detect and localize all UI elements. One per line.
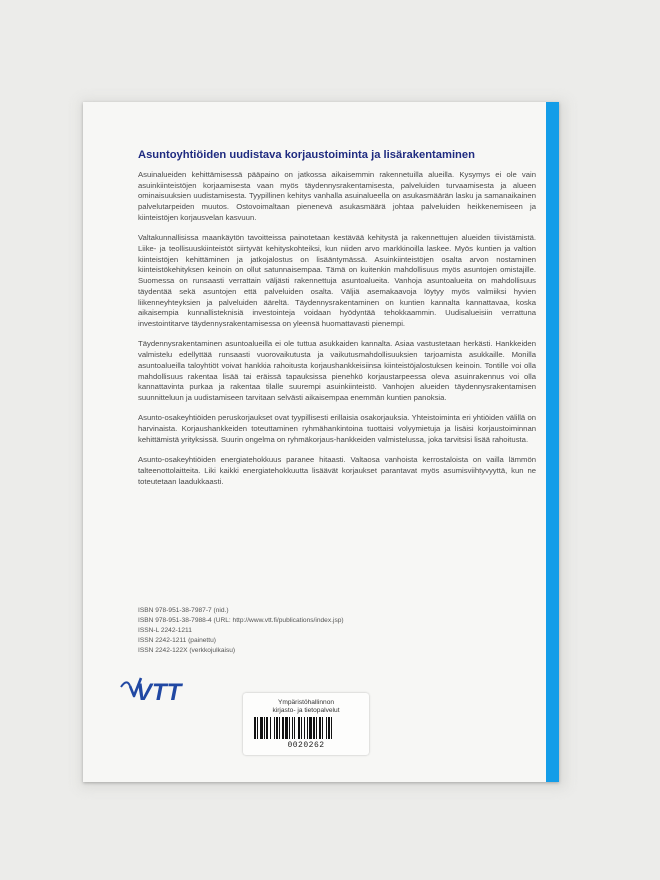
isbn-line: ISSN 2242-122X (verkkojulkaisu) bbox=[138, 646, 236, 654]
cover-body-text bbox=[138, 170, 536, 497]
paragraph-3: Täydennysrakentaminen asuntoalueilla ei ole tuttua asukkaiden kannalta. Asiaa vastustetaan herkästi. Hankkeiden valmistelu edellyttää runsaasti vuorovaikutusta ja vaikutusmahdollisuuksien tarjoamista asukkaille. Monilla asuntoalueilla taloyhtiöt voivat hankkia rahoitusta korjaushankkeisiinsa kiinteistöjalostuksen keinoin. Tontille voi olla mahdollisuus rakentaa lisää tai eräissä tapauksissa pienehkö korjaustarpeessa oleva asuinrakennus voi olla kannattavinta purkaa ja rakentaa tilalle suurempi asuinkiinteistö. Vanhojen alueiden täydennysrakentamisen suunnitteluun ja uudistamiseen tarvitaan selvästi aikaisempaa enemmän kuntien panoksia. bbox=[138, 339, 536, 402]
isbn-line: ISBN 978-951-38-7987-7 (nid.) bbox=[138, 607, 229, 614]
isbn-line: ISBN 978-951-38-7988-4 (URL: http://www.vtt.fi/publications/index.jsp) bbox=[138, 616, 344, 624]
barcode-icon bbox=[254, 717, 358, 739]
vtt-logo-text: VTT bbox=[136, 679, 182, 706]
sticker-line-1: Ympäristöhallinnon bbox=[277, 699, 335, 706]
isbn-line: ISSN-L 2242-1211 bbox=[138, 626, 192, 634]
isbn-line: ISSN 2242-1211 (painettu) bbox=[138, 636, 216, 644]
paragraph-4: Asunto-osakeyhtiöiden peruskorjaukset ovat tyypillisesti erillaisia osakorjauksia. Yhteistoiminta eri yhtiöiden välillä on harvinaista. Korjaushankkeiden toteuttaminen ryhmähankintoina tuottaisi volyymietuja ja lisäisi korjaustoiminnan kehittämistä yrityksissä. Suurin ongelma on ryhmäkorjaus-hankkeiden valmistelussa, joka tarvitsisi lisää rahoitusta. bbox=[138, 413, 536, 444]
library-sticker bbox=[243, 693, 369, 755]
isbn-block bbox=[138, 606, 438, 656]
blue-edge-stripe bbox=[546, 102, 559, 782]
paragraph-5: Asunto-osakeyhtiöiden energiatehokkuus paranee hitaasti. Valtaosa vanhoista kerrostaloista on vailla lämmön talteenottolaitteita. Liki kaikki energiatehokkuutta lisäävät korjaukset parantavat myös asumisviihtyvyyttä, kun ne toteutetaan laadukkaasti. bbox=[138, 455, 536, 486]
sticker-line-2: kirjasto- ja tietopalvelut bbox=[272, 707, 340, 714]
book-back-cover bbox=[83, 102, 559, 782]
vtt-logo-icon bbox=[119, 673, 199, 707]
paragraph-1: Asuinalueiden kehittämisessä pääpaino on jatkossa aikaisemmin rakennetuilla alueilla. Kysymys ei ole vain asuinkiinteistöjen korjaamisesta vaan myös täydennysrakentamisesta, palveluiden turvaamisesta ja alueen ominaisuuksien uudistamisesta. Tyypillinen kehitys vanhalla asuinalueella on asukasmäärän lasku ja samanaikainen palvelutarpeiden muutos. Ostovoimaltaan pienenevä asukasmäärä johtaa palveluiden heikkenemiseen ja kiinteistöjen korjausvelan kasvuun. bbox=[138, 170, 536, 222]
cover-title: Asuntoyhtiöiden uudistava korjaustoiminta ja lisärakentaminen bbox=[138, 149, 475, 161]
paragraph-2: Valtakunnallisissa maankäytön tavoitteissa painotetaan kestävää kehitystä ja rakennettujen alueiden tiivistämistä. Liike- ja teollisuuskiinteistöt siirtyvät kehityskohteiksi, kun niiden arvo markkinoilla laskee. Myös kuntien ja valtion kiinteistöjen kehittäminen ja jatkojalostus on lisääntymässä. Asuinkiinteistöjen osalta arvon nostaminen kiinteistökehityksen keinoin on ollut satunnaisempaa. Tämä on kuitenkin mahdollisuus myös asuntojen omistajille. Suomessa on runsaasti verrattain väljästi rakennettuja asuntoalueita. Vanhoja asuntoalueita on mahdollisuus täydentää sekä asuntojen että palveluiden osalta. Väljiä asemakaavoja löytyy myös valmiiksi hyvien liikenneyhteyksien ja palveluiden ääreltä. Täydennysrakentaminen on kuntien kannalta kannattavaa, koska aikaisempia kunnallisteknisiä investointeja voidaan hyödyntää tehokkaammin. Uudisalueisiin verrattuna investointitarve täydennysrakentamisessa on yleensä huomattavasti pienempi. bbox=[138, 233, 536, 328]
barcode-number: 0020262 bbox=[287, 741, 325, 750]
